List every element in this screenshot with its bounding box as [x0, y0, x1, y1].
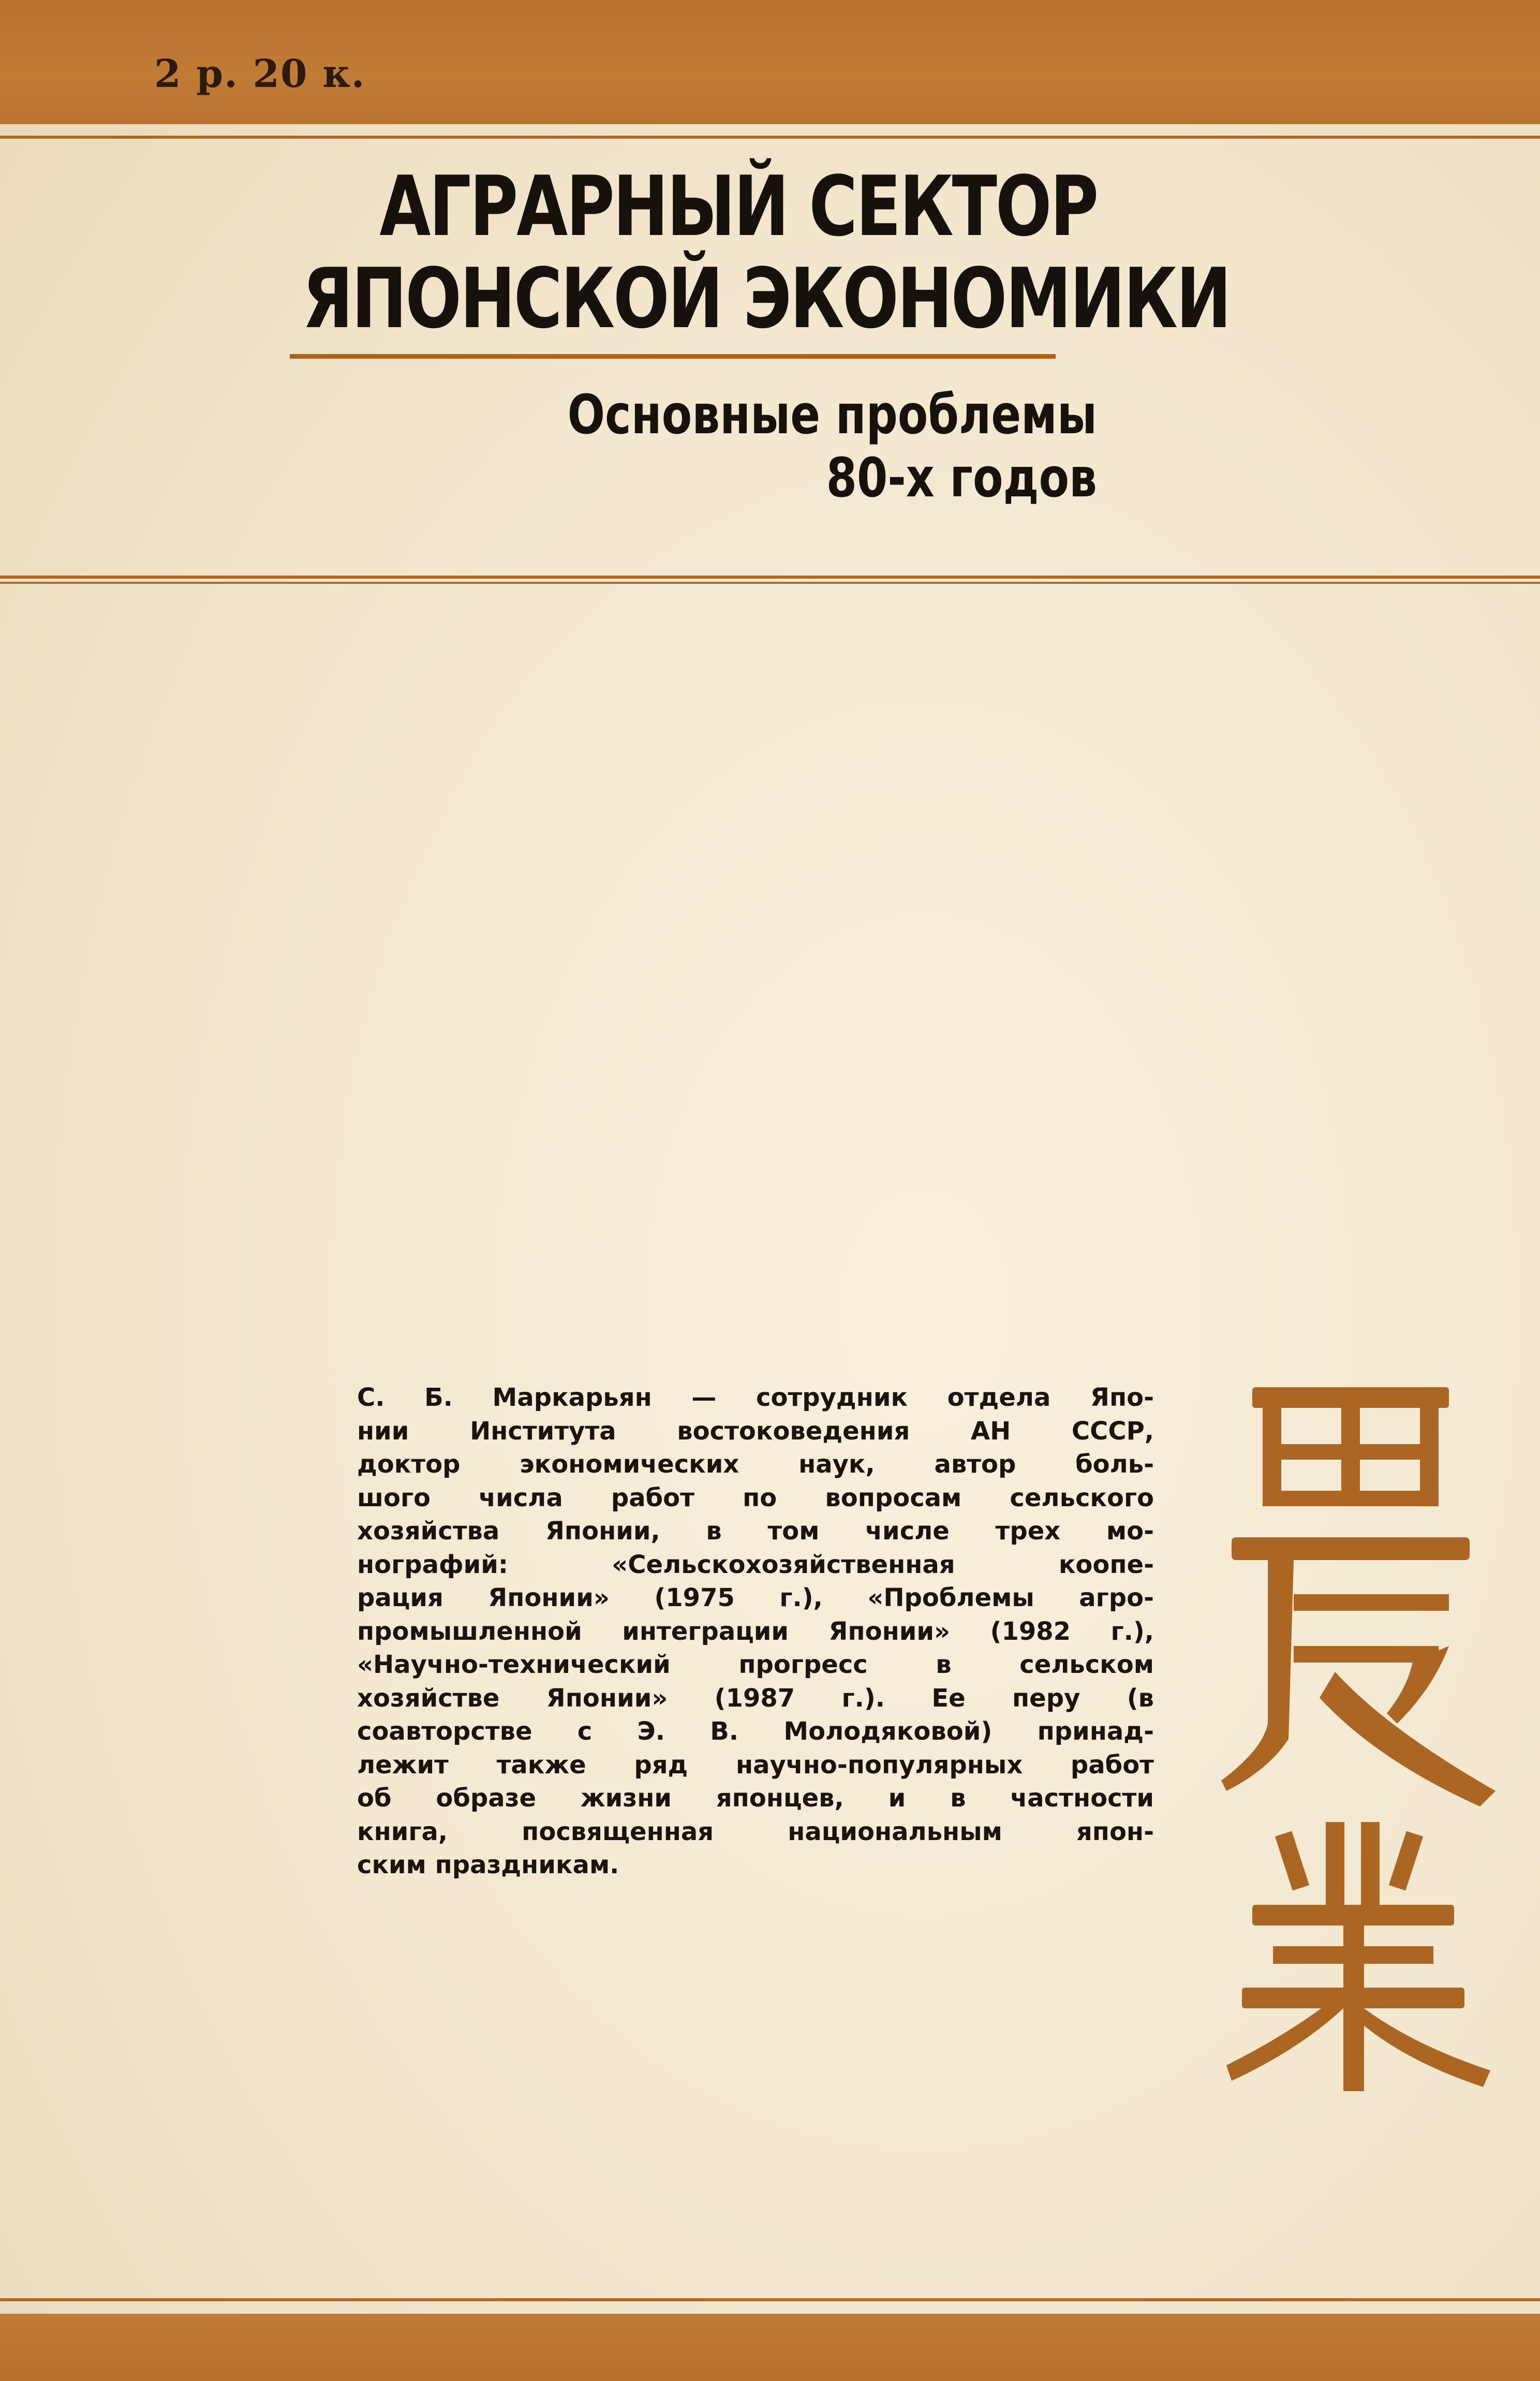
author-biography	[357, 1381, 1154, 1882]
book-title-line-2: ЯПОНСКОЙ ЭКОНОМИКИ	[302, 250, 1230, 347]
book-title-line-1: АГРАРНЫЙ СЕКТОР	[379, 158, 1097, 255]
bio-line: нии Института востоковедения АН СССР,	[357, 1416, 1154, 1446]
bottom-rule	[0, 2298, 1540, 2301]
bio-line: книга, посвященная национальным япон-	[357, 1817, 1154, 1846]
bio-line: соавторстве с Э. В. Молодяковой) принад-	[357, 1717, 1154, 1746]
bio-line: шого числа работ по вопросам сельского	[357, 1483, 1154, 1512]
book-subtitle	[283, 383, 1097, 509]
subtitle-rule-upper	[0, 576, 1540, 579]
bio-line: нографий: «Сельскохозяйственная коопе-	[357, 1550, 1154, 1579]
subtitle-rule-lower	[0, 582, 1540, 584]
book-subtitle-line-1: Основные проблемы	[567, 383, 1097, 446]
price-label: 2 р. 20 к.	[154, 52, 366, 96]
bio-line: рация Японии» (1975 г.), «Проблемы агро-	[357, 1583, 1154, 1612]
bio-line: промышленной интеграции Японии» (1982 г.),	[357, 1616, 1154, 1646]
bio-line: хозяйстве Японии» (1987 г.). Ее перу (в	[357, 1683, 1154, 1713]
bio-line: ским праздникам.	[357, 1850, 619, 1879]
bio-line: доктор экономических наук, автор боль-	[357, 1450, 1154, 1479]
bio-line: «Научно-технический прогресс в сельском	[357, 1650, 1154, 1679]
kanji-glyph-art	[1190, 1366, 1511, 2091]
book-title	[302, 158, 1230, 347]
top-color-band	[0, 0, 1540, 124]
title-underline-rule	[290, 354, 1056, 359]
book-subtitle-line-2: 80-х годов	[826, 446, 1097, 509]
bio-line: хозяйства Японии, в том числе трех мо-	[357, 1517, 1154, 1546]
bio-line: об образе жизни японцев, и в частности	[357, 1784, 1154, 1813]
bio-line: лежит также ряд научно-популярных работ	[357, 1750, 1154, 1780]
bio-line: С. Б. Маркарьян — сотрудник отдела Япо-	[357, 1383, 1154, 1412]
kanji-nougyou-artwork	[1190, 1366, 1511, 2091]
top-rule	[0, 136, 1540, 139]
bottom-color-band	[0, 2314, 1540, 2381]
